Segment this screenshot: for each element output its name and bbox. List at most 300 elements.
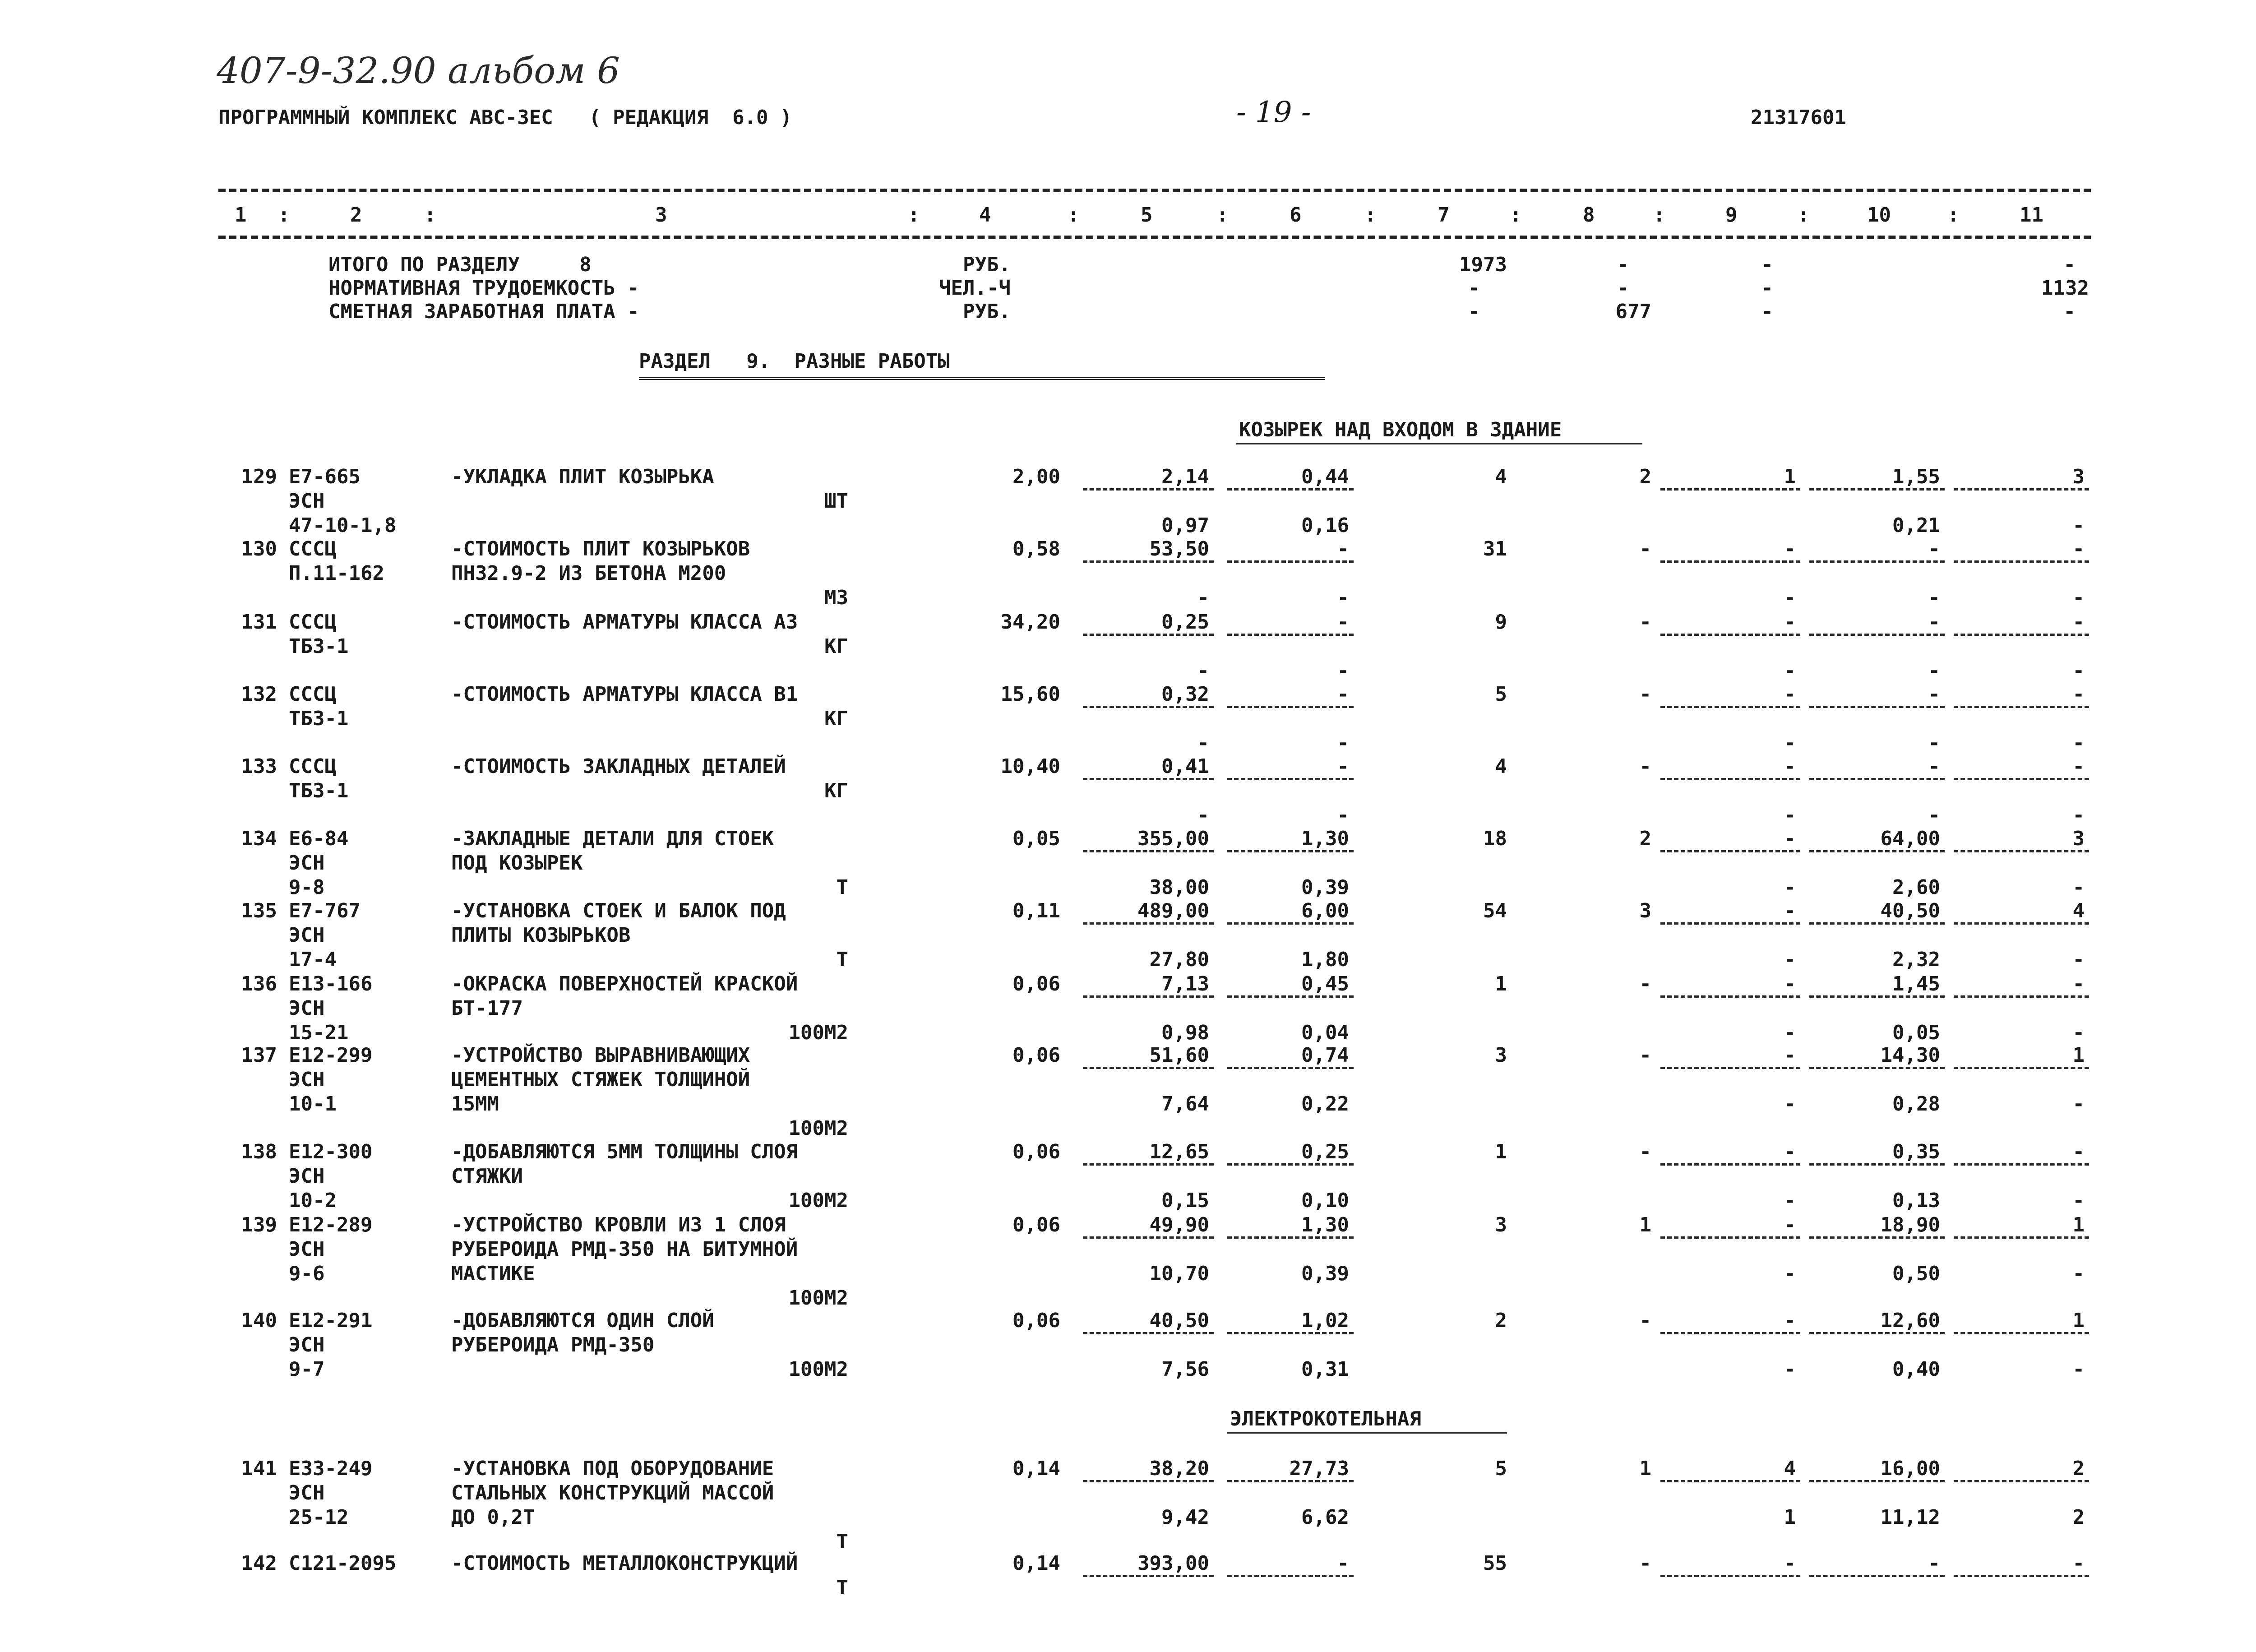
row-col10: - bbox=[1928, 755, 1940, 778]
row-col5-salary: 0,97 bbox=[1161, 514, 1209, 537]
row-col9: - bbox=[1784, 537, 1796, 560]
row-col5: 2,14 bbox=[1161, 465, 1209, 488]
subsection-underline bbox=[1227, 1432, 1507, 1434]
row-unit: 100М2 bbox=[788, 1117, 848, 1140]
row-col5-salary: 9,42 bbox=[1161, 1506, 1209, 1529]
row-col7: 54 bbox=[1483, 899, 1507, 922]
row-rule-col6 bbox=[1227, 488, 1354, 491]
row-rule-col9 bbox=[1660, 850, 1800, 852]
row-col7: 9 bbox=[1495, 611, 1507, 634]
document-code: 21317601 bbox=[1751, 106, 1846, 129]
row-number: 131 bbox=[241, 611, 277, 634]
row-col8: - bbox=[1639, 1309, 1651, 1332]
row-col10: 64,00 bbox=[1880, 827, 1940, 850]
row-rule-col10 bbox=[1809, 1236, 1945, 1239]
row-unit: 100М2 bbox=[788, 1189, 848, 1212]
row-rule-col6 bbox=[1227, 1480, 1354, 1482]
row-col10-salary: - bbox=[1928, 731, 1940, 754]
row-col11-salary: - bbox=[2072, 948, 2085, 971]
row-rule-col10 bbox=[1809, 778, 1945, 780]
row-col6: 0,74 bbox=[1301, 1044, 1349, 1067]
row-col7: 31 bbox=[1483, 537, 1507, 560]
row-col5-salary: 0,98 bbox=[1161, 1021, 1209, 1044]
row-col8: - bbox=[1639, 683, 1651, 706]
totals-col8: - bbox=[1617, 253, 1629, 276]
page-number: - 19 - bbox=[1236, 96, 1311, 129]
row-col10: 0,35 bbox=[1892, 1140, 1940, 1163]
row-col11: 4 bbox=[2072, 899, 2085, 922]
row-code: ЭСН bbox=[289, 1333, 325, 1356]
row-rule-col9 bbox=[1660, 1236, 1800, 1239]
row-col11-salary: - bbox=[2072, 804, 2085, 827]
row-description: БТ-177 bbox=[451, 997, 523, 1020]
row-col9: - bbox=[1784, 755, 1796, 778]
row-unit: М3 bbox=[824, 586, 848, 609]
row-col8: - bbox=[1639, 755, 1651, 778]
row-rule-col10 bbox=[1809, 1163, 1945, 1166]
row-col9-salary: - bbox=[1784, 659, 1796, 682]
row-col11: 1 bbox=[2072, 1309, 2085, 1332]
row-col10-salary: 11,12 bbox=[1880, 1506, 1940, 1529]
row-col5: 12,65 bbox=[1149, 1140, 1209, 1163]
row-rule-col5 bbox=[1083, 1236, 1214, 1239]
row-col8: - bbox=[1639, 611, 1651, 634]
row-col10-salary: 0,40 bbox=[1892, 1358, 1940, 1381]
row-description: -УСТАНОВКА СТОЕК И БАЛОК ПОД bbox=[451, 899, 786, 922]
column-separator: : bbox=[1798, 204, 1810, 227]
row-rule-col6 bbox=[1227, 1575, 1354, 1577]
row-number: 136 bbox=[241, 972, 277, 995]
row-number: 139 bbox=[241, 1213, 277, 1236]
row-col6: 0,45 bbox=[1301, 972, 1349, 995]
row-rule-col11 bbox=[1954, 850, 2089, 852]
row-code: ЭСН bbox=[289, 997, 325, 1020]
totals-label: ИТОГО ПО РАЗДЕЛУ 8 bbox=[328, 253, 592, 276]
row-unit: 100М2 bbox=[788, 1021, 848, 1044]
column-separator: : bbox=[1653, 204, 1665, 227]
row-col5-salary: 7,56 bbox=[1161, 1358, 1209, 1381]
row-col9: - bbox=[1784, 1309, 1796, 1332]
row-code: Е7-665 bbox=[289, 465, 361, 488]
row-description: -СТОИМОСТЬ ЗАКЛАДНЫХ ДЕТАЛЕЙ bbox=[451, 755, 786, 778]
row-unit: КГ bbox=[824, 707, 848, 730]
row-col10: - bbox=[1928, 611, 1940, 634]
row-code: ТБ3-1 bbox=[289, 707, 349, 730]
row-col6: 6,00 bbox=[1301, 899, 1349, 922]
row-col10-salary: 2,60 bbox=[1892, 876, 1940, 899]
row-description: ПОД КОЗЫРЕК bbox=[451, 851, 583, 875]
row-col7: 1 bbox=[1495, 1140, 1507, 1163]
row-col10-salary: 2,32 bbox=[1892, 948, 1940, 971]
row-col6: - bbox=[1337, 537, 1349, 560]
row-col11-salary: - bbox=[2072, 1092, 2085, 1115]
row-rule-col9 bbox=[1660, 634, 1800, 636]
row-col10-salary: 0,21 bbox=[1892, 514, 1940, 537]
row-quantity: 0,06 bbox=[1012, 1309, 1060, 1332]
row-code: Е33-249 bbox=[289, 1457, 373, 1480]
row-col5-salary: 10,70 bbox=[1149, 1262, 1209, 1285]
row-code: СССЦ bbox=[289, 611, 337, 634]
row-col9: - bbox=[1784, 1140, 1796, 1163]
row-col11: - bbox=[2072, 1140, 2085, 1163]
row-rule-col9 bbox=[1660, 1575, 1800, 1577]
row-col8: 3 bbox=[1639, 899, 1651, 922]
row-col9-salary: - bbox=[1784, 1262, 1796, 1285]
row-col11-salary: - bbox=[2072, 1358, 2085, 1381]
row-col6: - bbox=[1337, 611, 1349, 634]
row-code: ТБ3-1 bbox=[289, 779, 349, 802]
row-col11-salary: 2 bbox=[2072, 1506, 2085, 1529]
row-quantity: 0,06 bbox=[1012, 1044, 1060, 1067]
row-rule-col11 bbox=[1954, 1480, 2089, 1482]
row-rule-col5 bbox=[1083, 1575, 1214, 1577]
column-separator: : bbox=[1216, 204, 1229, 227]
row-code: 17-4 bbox=[289, 948, 337, 971]
row-description: -ДОБАВЛЯЮТСЯ ОДИН СЛОЙ bbox=[451, 1309, 714, 1332]
row-col5: 0,32 bbox=[1161, 683, 1209, 706]
row-col5-salary: 0,15 bbox=[1161, 1189, 1209, 1212]
row-rule-col5 bbox=[1083, 1480, 1214, 1482]
totals-col7: - bbox=[1468, 300, 1480, 323]
row-quantity: 15,60 bbox=[1000, 683, 1060, 706]
column-number: 4 bbox=[979, 204, 991, 227]
row-number: 138 bbox=[241, 1140, 277, 1163]
totals-col11: - bbox=[2063, 253, 2076, 276]
row-rule-col6 bbox=[1227, 850, 1354, 852]
row-number: 129 bbox=[241, 465, 277, 488]
row-col5: 0,41 bbox=[1161, 755, 1209, 778]
row-code: Е12-299 bbox=[289, 1044, 373, 1067]
row-col11-salary: - bbox=[2072, 1262, 2085, 1285]
subsection-title: КОЗЫРЕК НАД ВХОДОМ В ЗДАНИЕ bbox=[1239, 418, 1562, 441]
row-code: ЭСН bbox=[289, 1165, 325, 1188]
row-col11-salary: - bbox=[2072, 731, 2085, 754]
totals-col11: 1132 bbox=[2041, 277, 2089, 300]
row-col8: 1 bbox=[1639, 1457, 1651, 1480]
totals-col7: 1973 bbox=[1459, 253, 1507, 276]
row-code: ЭСН bbox=[289, 1068, 325, 1091]
row-rule-col9 bbox=[1660, 1067, 1800, 1069]
row-col10-salary: 0,28 bbox=[1892, 1092, 1940, 1115]
row-col9: 1 bbox=[1784, 465, 1796, 488]
row-number: 132 bbox=[241, 683, 277, 706]
row-col9-salary: 1 bbox=[1784, 1506, 1796, 1529]
row-col8: 1 bbox=[1639, 1213, 1651, 1236]
row-unit: 100М2 bbox=[788, 1358, 848, 1381]
row-rule-col6 bbox=[1227, 1236, 1354, 1239]
row-col8: 2 bbox=[1639, 465, 1651, 488]
row-quantity: 0,06 bbox=[1012, 1213, 1060, 1236]
row-col10-salary: 0,13 bbox=[1892, 1189, 1940, 1212]
row-col10: 14,30 bbox=[1880, 1044, 1940, 1067]
row-col5-salary: 27,80 bbox=[1149, 948, 1209, 971]
row-number: 134 bbox=[241, 827, 277, 850]
row-rule-col11 bbox=[1954, 1236, 2089, 1239]
row-col11: - bbox=[2072, 972, 2085, 995]
row-code: ЭСН bbox=[289, 1481, 325, 1504]
row-description: МАСТИКЕ bbox=[451, 1262, 535, 1285]
totals-unit: РУБ. bbox=[963, 300, 1011, 323]
row-quantity: 0,14 bbox=[1012, 1552, 1060, 1575]
totals-col9: - bbox=[1761, 277, 1773, 300]
row-rule-col9 bbox=[1660, 1480, 1800, 1482]
row-description: -УСТРОЙСТВО КРОВЛИ ИЗ 1 СЛОЯ bbox=[451, 1213, 786, 1236]
row-quantity: 10,40 bbox=[1000, 755, 1060, 778]
row-col6-salary: 0,16 bbox=[1301, 514, 1349, 537]
row-col6-salary: 0,04 bbox=[1301, 1021, 1349, 1044]
row-col9: - bbox=[1784, 827, 1796, 850]
row-rule-col11 bbox=[1954, 778, 2089, 780]
totals-col7: - bbox=[1468, 277, 1480, 300]
row-number: 133 bbox=[241, 755, 277, 778]
column-separator: : bbox=[424, 204, 436, 227]
row-rule-col5 bbox=[1083, 995, 1214, 998]
row-rule-col11 bbox=[1954, 995, 2089, 998]
row-col11-salary: - bbox=[2072, 514, 2085, 537]
row-code: Е12-291 bbox=[289, 1309, 373, 1332]
row-col11: - bbox=[2072, 1552, 2085, 1575]
row-col11-salary: - bbox=[2072, 1021, 2085, 1044]
row-col6-salary: 0,22 bbox=[1301, 1092, 1349, 1115]
column-separator: : bbox=[908, 204, 920, 227]
row-rule-col5 bbox=[1083, 922, 1214, 925]
row-col11: - bbox=[2072, 537, 2085, 560]
row-col11: 1 bbox=[2072, 1044, 2085, 1067]
row-col10: 1,55 bbox=[1892, 465, 1940, 488]
row-description: -УСТРОЙСТВО ВЫРАВНИВАЮЩИХ bbox=[451, 1044, 750, 1067]
row-code: 9-6 bbox=[289, 1262, 325, 1285]
row-code: Е6-84 bbox=[289, 827, 349, 850]
row-quantity: 0,58 bbox=[1012, 537, 1060, 560]
row-col9-salary: - bbox=[1784, 586, 1796, 609]
row-description: -СТОИМОСТЬ МЕТАЛЛОКОНСТРУКЦИЙ bbox=[451, 1552, 798, 1575]
row-col6-salary: - bbox=[1337, 586, 1349, 609]
row-rule-col10 bbox=[1809, 922, 1945, 925]
row-col6: - bbox=[1337, 1552, 1349, 1575]
row-number: 140 bbox=[241, 1309, 277, 1332]
row-description: -ДОБАВЛЯЮТСЯ 5ММ ТОЛЩИНЫ СЛОЯ bbox=[451, 1140, 798, 1163]
row-col11: 3 bbox=[2072, 465, 2085, 488]
row-rule-col11 bbox=[1954, 1575, 2089, 1577]
row-rule-col6 bbox=[1227, 560, 1354, 563]
row-code: ЭСН bbox=[289, 490, 325, 513]
row-col10: 40,50 bbox=[1880, 899, 1940, 922]
row-col8: - bbox=[1639, 1552, 1651, 1575]
row-number: 142 bbox=[241, 1552, 277, 1575]
row-code: П.11-162 bbox=[289, 562, 384, 585]
row-col5: 40,50 bbox=[1149, 1309, 1209, 1332]
row-rule-col9 bbox=[1660, 488, 1800, 491]
column-number: 11 bbox=[2020, 204, 2043, 227]
row-description: ПН32.9-2 ИЗ БЕТОНА М200 bbox=[451, 562, 726, 585]
row-col11-salary: - bbox=[2072, 659, 2085, 682]
totals-label: СМЕТНАЯ ЗАРАБОТНАЯ ПЛАТА - bbox=[328, 300, 639, 323]
row-quantity: 0,11 bbox=[1012, 899, 1060, 922]
row-code: 9-8 bbox=[289, 876, 325, 899]
row-unit: 100М2 bbox=[788, 1286, 848, 1310]
row-rule-col5 bbox=[1083, 488, 1214, 491]
column-number: 3 bbox=[655, 204, 667, 227]
row-rule-col5 bbox=[1083, 1163, 1214, 1166]
row-rule-col5 bbox=[1083, 778, 1214, 780]
row-description: 15ММ bbox=[451, 1092, 499, 1115]
row-rule-col11 bbox=[1954, 634, 2089, 636]
header-bottom-rule bbox=[218, 236, 2091, 239]
row-rule-col6 bbox=[1227, 634, 1354, 636]
row-quantity: 34,20 bbox=[1000, 611, 1060, 634]
column-number: 8 bbox=[1583, 204, 1595, 227]
row-rule-col6 bbox=[1227, 1067, 1354, 1069]
row-col9-salary: - bbox=[1784, 1358, 1796, 1381]
totals-col9: - bbox=[1761, 300, 1773, 323]
row-description: -ОКРАСКА ПОВЕРХНОСТЕЙ КРАСКОЙ bbox=[451, 972, 798, 995]
row-col10: 12,60 bbox=[1880, 1309, 1940, 1332]
row-col5: 0,25 bbox=[1161, 611, 1209, 634]
header-top-rule bbox=[218, 189, 2091, 192]
row-col9: - bbox=[1784, 1552, 1796, 1575]
row-code: 47-10-1,8 bbox=[289, 514, 397, 537]
row-code: 9-7 bbox=[289, 1358, 325, 1381]
row-description: -УКЛАДКА ПЛИТ КОЗЫРЬКА bbox=[451, 465, 714, 488]
row-col9: - bbox=[1784, 683, 1796, 706]
row-rule-col10 bbox=[1809, 1332, 1945, 1334]
row-description: -СТОИМОСТЬ АРМАТУРЫ КЛАССА А3 bbox=[451, 611, 798, 634]
row-quantity: 0,06 bbox=[1012, 1140, 1060, 1163]
row-code: 15-21 bbox=[289, 1021, 349, 1044]
row-description: ЦЕМЕНТНЫХ СТЯЖЕК ТОЛЩИНОЙ bbox=[451, 1068, 750, 1091]
row-number: 141 bbox=[241, 1457, 277, 1480]
row-quantity: 0,05 bbox=[1012, 827, 1060, 850]
row-col5: 38,20 bbox=[1149, 1457, 1209, 1480]
row-col5: 51,60 bbox=[1149, 1044, 1209, 1067]
row-rule-col11 bbox=[1954, 1332, 2089, 1334]
row-col9: - bbox=[1784, 899, 1796, 922]
row-rule-col9 bbox=[1660, 995, 1800, 998]
row-rule-col6 bbox=[1227, 1332, 1354, 1334]
row-col6-salary: 1,80 bbox=[1301, 948, 1349, 971]
row-quantity: 0,14 bbox=[1012, 1457, 1060, 1480]
row-rule-col10 bbox=[1809, 1480, 1945, 1482]
row-rule-col11 bbox=[1954, 560, 2089, 563]
column-number: 7 bbox=[1438, 204, 1450, 227]
row-col7: 4 bbox=[1495, 465, 1507, 488]
subsection-title: ЭЛЕКТРОКОТЕЛЬНАЯ bbox=[1230, 1407, 1421, 1430]
row-quantity: 2,00 bbox=[1012, 465, 1060, 488]
row-col6-salary: 0,39 bbox=[1301, 1262, 1349, 1285]
row-col11: - bbox=[2072, 611, 2085, 634]
row-col6: 1,30 bbox=[1301, 1213, 1349, 1236]
column-number: 2 bbox=[350, 204, 362, 227]
row-col9: 4 bbox=[1784, 1457, 1796, 1480]
row-code: ЭСН bbox=[289, 1238, 325, 1261]
section-title: РАЗДЕЛ 9. РАЗНЫЕ РАБОТЫ bbox=[639, 350, 950, 373]
row-unit: КГ bbox=[824, 779, 848, 802]
row-col9-salary: - bbox=[1784, 1189, 1796, 1212]
row-rule-col10 bbox=[1809, 1067, 1945, 1069]
row-col6: 1,30 bbox=[1301, 827, 1349, 850]
row-col6-salary: - bbox=[1337, 804, 1349, 827]
row-col7: 55 bbox=[1483, 1552, 1507, 1575]
row-col8: - bbox=[1639, 972, 1651, 995]
handwritten-album-ref: 407-9-32.90 альбом 6 bbox=[217, 50, 620, 92]
row-description: -СТОИМОСТЬ АРМАТУРЫ КЛАССА В1 bbox=[451, 683, 798, 706]
row-rule-col10 bbox=[1809, 560, 1945, 563]
totals-col8: 677 bbox=[1615, 300, 1651, 323]
column-number: 10 bbox=[1867, 204, 1891, 227]
row-col5-salary: - bbox=[1197, 804, 1209, 827]
row-rule-col10 bbox=[1809, 850, 1945, 852]
row-number: 137 bbox=[241, 1044, 277, 1067]
row-description: РУБЕРОИДА РМД-350 bbox=[451, 1333, 655, 1356]
row-rule-col9 bbox=[1660, 1332, 1800, 1334]
totals-col11: - bbox=[2063, 300, 2076, 323]
row-rule-col6 bbox=[1227, 1163, 1354, 1166]
row-rule-col6 bbox=[1227, 706, 1354, 708]
row-rule-col10 bbox=[1809, 995, 1945, 998]
row-rule-col9 bbox=[1660, 1163, 1800, 1166]
subsection-underline bbox=[1236, 443, 1642, 444]
row-col6: 27,73 bbox=[1289, 1457, 1349, 1480]
row-rule-col5 bbox=[1083, 706, 1214, 708]
row-col6-salary: 0,39 bbox=[1301, 876, 1349, 899]
row-rule-col6 bbox=[1227, 922, 1354, 925]
column-number: 6 bbox=[1290, 204, 1302, 227]
row-col7: 5 bbox=[1495, 683, 1507, 706]
row-col5: 7,13 bbox=[1161, 972, 1209, 995]
row-code: 25-12 bbox=[289, 1506, 349, 1529]
column-separator: : bbox=[1364, 204, 1377, 227]
row-col6: 0,25 bbox=[1301, 1140, 1349, 1163]
row-col5: 393,00 bbox=[1137, 1552, 1209, 1575]
row-col7: 3 bbox=[1495, 1044, 1507, 1067]
row-col9-salary: - bbox=[1784, 731, 1796, 754]
row-rule-col9 bbox=[1660, 706, 1800, 708]
row-rule-col10 bbox=[1809, 488, 1945, 491]
row-col9-salary: - bbox=[1784, 1021, 1796, 1044]
row-col9: - bbox=[1784, 972, 1796, 995]
row-code: Е12-300 bbox=[289, 1140, 373, 1163]
row-col5-salary: 38,00 bbox=[1149, 876, 1209, 899]
row-col6: - bbox=[1337, 683, 1349, 706]
column-number: 9 bbox=[1725, 204, 1738, 227]
row-col9-salary: - bbox=[1784, 876, 1796, 899]
column-separator: : bbox=[1510, 204, 1522, 227]
row-col6-salary: 6,62 bbox=[1301, 1506, 1349, 1529]
row-code: Е12-289 bbox=[289, 1213, 373, 1236]
row-col9: - bbox=[1784, 1044, 1796, 1067]
totals-label: НОРМАТИВНАЯ ТРУДОЕМКОСТЬ - bbox=[328, 277, 639, 300]
column-separator: : bbox=[278, 204, 290, 227]
column-number: 1 bbox=[235, 204, 247, 227]
row-col10: - bbox=[1928, 1552, 1940, 1575]
row-col9-salary: - bbox=[1784, 1092, 1796, 1115]
row-rule-col11 bbox=[1954, 488, 2089, 491]
row-rule-col10 bbox=[1809, 634, 1945, 636]
row-code: СССЦ bbox=[289, 537, 337, 560]
row-col10: - bbox=[1928, 683, 1940, 706]
row-code: ЭСН bbox=[289, 851, 325, 875]
row-rule-col5 bbox=[1083, 850, 1214, 852]
row-col8: - bbox=[1639, 1044, 1651, 1067]
row-col10-salary: 0,50 bbox=[1892, 1262, 1940, 1285]
row-col6: 0,44 bbox=[1301, 465, 1349, 488]
row-col5: 53,50 bbox=[1149, 537, 1209, 560]
row-description: СТАЛЬНЫХ КОНСТРУКЦИЙ МАССОЙ bbox=[451, 1481, 774, 1504]
row-rule-col5 bbox=[1083, 1332, 1214, 1334]
row-code: ЭСН bbox=[289, 924, 325, 947]
row-code: 10-2 bbox=[289, 1189, 337, 1212]
row-col5: 489,00 bbox=[1137, 899, 1209, 922]
